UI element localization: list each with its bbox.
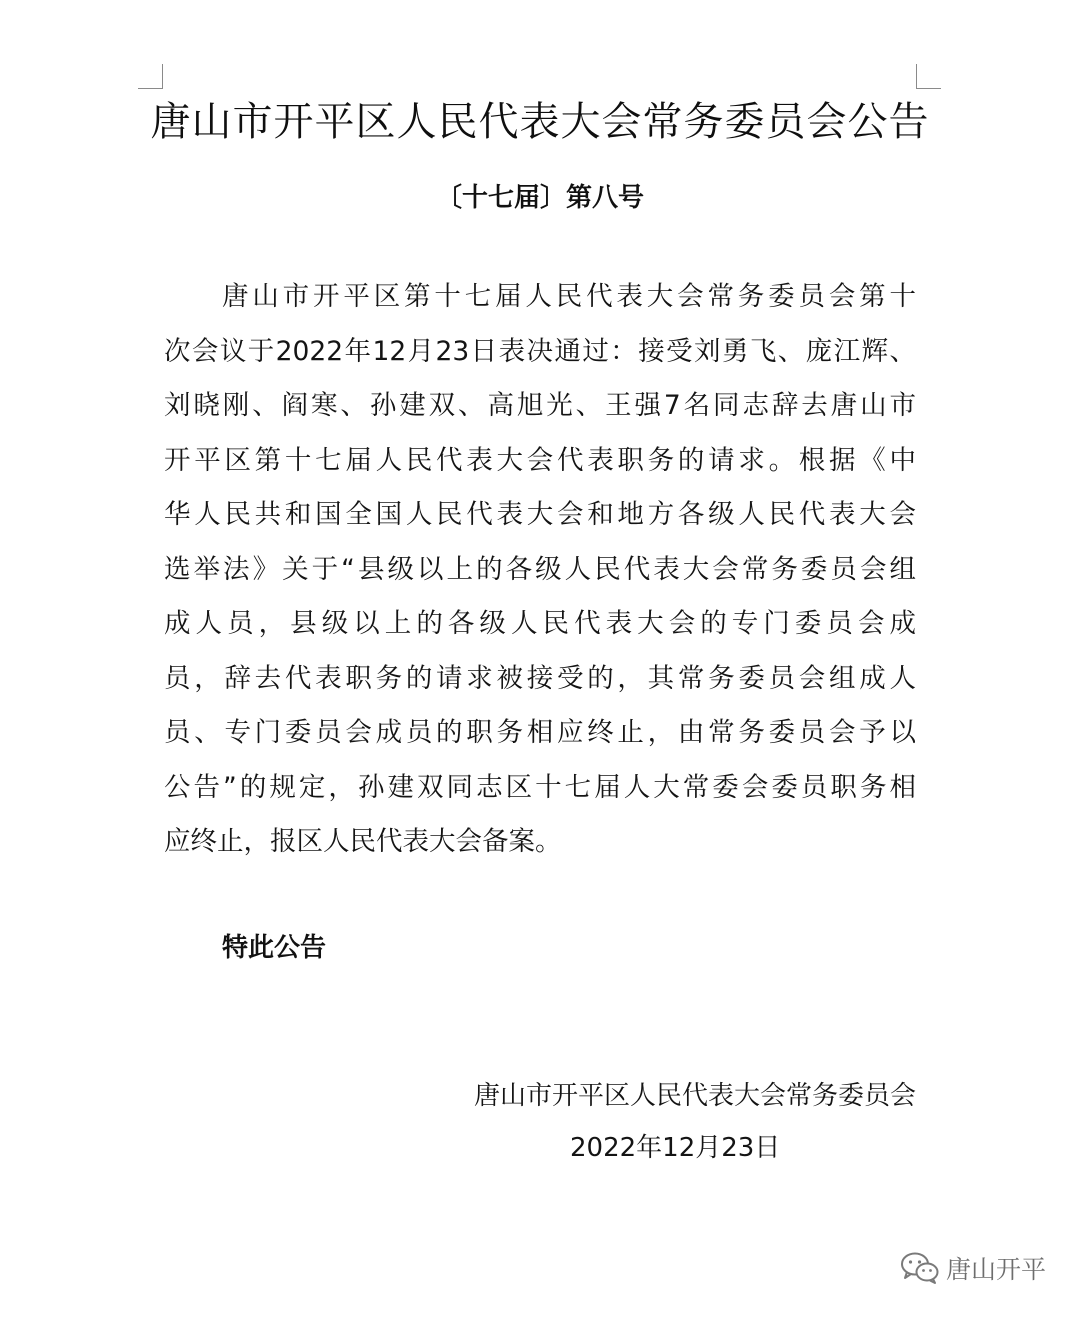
body-line: 华人民共和国全国人民代表大会和地方各级人民代表大会 [164,499,916,530]
body-line: 公告”的规定，孙建双同志区十七届人大常委会委员职务相 [164,771,916,803]
document-number: 〔十七届〕第八号 [435,183,644,213]
body-line: 唐山市开平区第十七届人民代表大会常务委员会第十 [222,281,916,312]
body-line: 成人员，县级以上的各级人民代表大会的专门委员会成 [164,608,916,639]
top-right-margin-mark [916,64,941,89]
body-line: 开平区第十七届人民代表大会代表职务的请求。根据《中 [164,444,916,476]
wechat-icon [900,1251,940,1285]
body-line: 次会议于2022年12月23日表决通过：接受刘勇飞、庞江辉、 [164,335,916,367]
body-line: 员、专门委员会成员的职务相应终止，由常务委员会予以 [164,717,916,748]
document-body [164,270,916,870]
account-watermark [900,1246,1046,1290]
signature-date: 2022年12月23日 [570,1133,781,1163]
body-line: 刘晓刚、阎寒、孙建双、高旭光、王强7名同志辞去唐山市 [164,390,916,421]
closing-statement: 特此公告 [222,933,327,963]
body-line: 应终止，报区人民代表大会备案。 [164,826,562,857]
document-title: 唐山市开平区人民代表大会常务委员会公告 [150,99,930,145]
signature-organization: 唐山市开平区人民代表大会常务委员会 [473,1081,916,1111]
body-line: 员，辞去代表职务的请求被接受的，其常务委员会组成人 [164,662,916,694]
account-name: 唐山开平 [945,1255,1046,1284]
body-line: 选举法》关于“县级以上的各级人民代表大会常务委员会组 [164,553,916,585]
top-left-margin-mark [138,64,163,89]
